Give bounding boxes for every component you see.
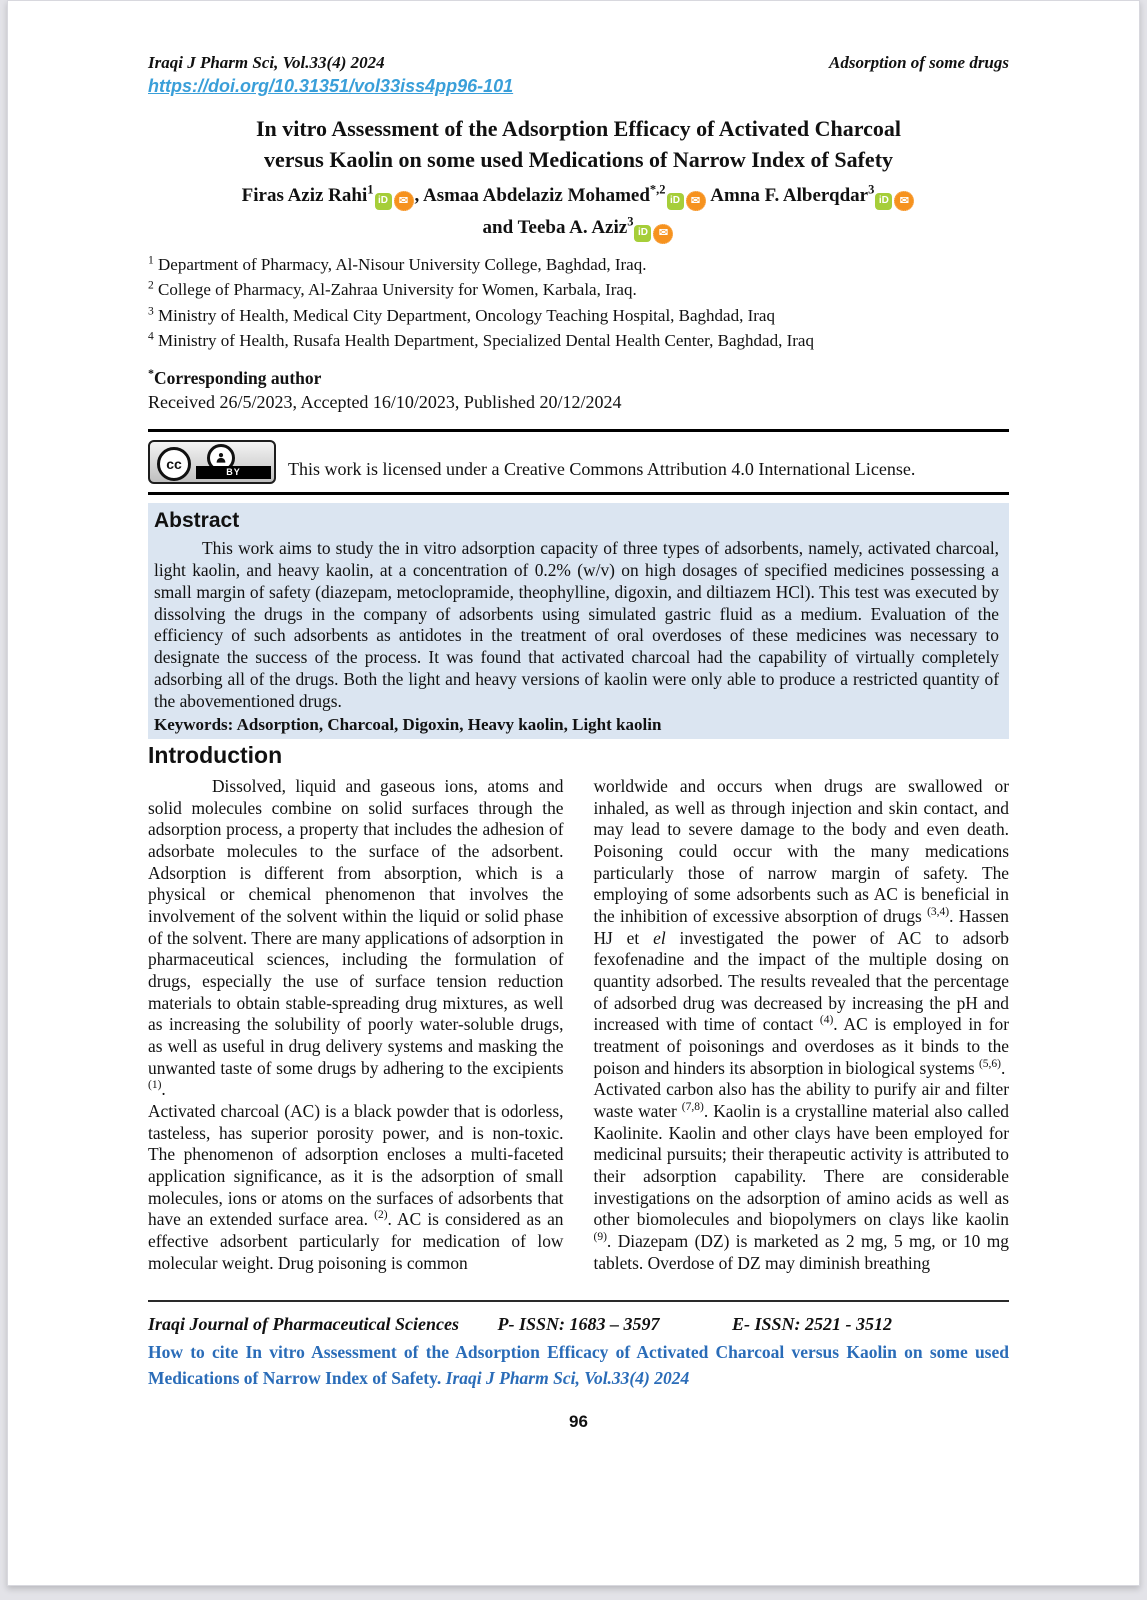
email-icon[interactable]: ✉ (394, 191, 414, 211)
author-line-1 (148, 179, 1009, 211)
article-title (148, 113, 1009, 175)
intro-paragraph: worldwide and occurs when drugs are swallowed or inhaled, as well as through injection and skin contact, and may lead to severe damage to the body and even death. Poisoning could occur with the many medications particularly those of narrow margin of safety. The employing of some adsorbents such as AC is beneficial in the inhibition of excessive absorption of drugs $^{(3,4)}$. Hassen HJ et el investigated the power of AC to adsorb fexofenadine and the impact of the multiple dosing on quantity adsorbed. The results revealed that the percentage of adsorbed drug was decreased by increasing the pH and increased with time of contact $^{(4)}$. AC is employed in for treatment of poisonings and overdoses as it binds to the poison and hinders its absorption in biological systems $^{(5,6)}$. (593, 776, 1010, 1078)
author (482, 214, 675, 240)
orcid-icon[interactable]: iD (667, 193, 684, 210)
email-icon[interactable]: ✉ (653, 224, 673, 244)
two-column-body (148, 776, 1009, 1274)
author-affiliation-sup: 3 (627, 214, 634, 229)
paper-page (7, 0, 1140, 1586)
cc-icon: cc (157, 447, 191, 481)
author-separator: , (414, 184, 423, 206)
license-row (148, 440, 1009, 484)
page-number: 96 (569, 1411, 588, 1431)
affiliation-item (148, 277, 1009, 303)
intro-paragraph: Activated charcoal (AC) is a black powder that is odorless, tasteless, has superior porosity power, and is non-toxic. The phenomenon of adsorption encloses a multi-faceted application significance, as it is the adsorption of small molecules, ions or atoms on the surfaces of adsorbents that have an extended surface area. $^{(2)}$. AC is considered as an effective adsorbent particularly for medication of low molecular weight. Drug poisoning is common (148, 1100, 564, 1273)
author (710, 182, 915, 207)
author-name: Amna F. Alberqdar (710, 184, 869, 206)
author-line-2 (148, 212, 1009, 244)
footer-p-issn: P- ISSN: 1683 – 3597 (497, 1314, 660, 1335)
affiliation-number: 1 (148, 254, 154, 267)
divider-below-license (148, 492, 1009, 495)
author-name: Firas Aziz Rahi (241, 184, 368, 206)
abstract-heading: Abstract (154, 508, 240, 532)
author-affiliation-sup: 1 (367, 182, 374, 197)
affiliation-list (148, 252, 1009, 354)
license-text: This work is licensed under a Creative Commons Attribution 4.0 International License. (288, 458, 916, 479)
footer-e-issn: E- ISSN: 2521 - 3512 (732, 1314, 893, 1335)
affiliation-number: 2 (148, 279, 154, 292)
affiliation-text: Department of Pharmacy, Al-Nisour University College, Baghdad, Iraq. (158, 254, 647, 274)
email-icon[interactable]: ✉ (894, 191, 914, 211)
abstract-text: This work aims to study the in vitro adsorption capacity of three types of adsorbents, namely, activated charcoal, light kaolin, and heavy kaolin, at a concentration of 0.2% (w/v) on high dosages of specified medicines possessing a small margin of safety (diazepam, metoclopramide, theophylline, digoxin, and diltiazem HCl). This test was executed by dissolving the drugs in the company of adsorbents using simulated gastric fluid as a medium. Evaluation of the efficiency of such adsorbents as antidotes in the treatment of oral overdoses of these medicines was necessary to designate the success of the process. It was found that activated charcoal had the capability of virtually completely adsorbing all of the drugs. Both the light and heavy versions of kaolin were only able to produce a restricted quantity of the abovementioned drugs. (154, 537, 999, 712)
affiliation-item (148, 303, 1009, 329)
affiliation-number: 3 (148, 305, 154, 318)
running-title: Adsorption of some drugs (829, 53, 1009, 72)
author-affiliation-sup: *,2 (649, 182, 666, 197)
affiliation-item (148, 252, 1009, 278)
affiliation-text: College of Pharmacy, Al-Zahraa University for Women, Karbala, Iraq. (158, 280, 637, 300)
cc-by-license-badge[interactable] (148, 440, 276, 484)
how-to-cite: How to cite In vitro Assessment of the Adsorption Efficacy of Activated Charcoal versus Kaolin on some used Medications of Narrow Index of Safety. Iraqi J Pharm Sci, Vol.33(4) 2024 (148, 1342, 1009, 1389)
footer-journal-name: Iraqi Journal of Pharmaceutical Sciences (148, 1314, 460, 1335)
abstract-section (148, 503, 1009, 739)
corresponding-label: Corresponding author (154, 367, 322, 388)
orcid-icon[interactable]: iD (375, 193, 392, 210)
affiliation-text: Ministry of Health, Medical City Department, Oncology Teaching Hospital, Baghdad, Iraq (158, 305, 775, 325)
affiliation-item (148, 328, 1009, 354)
intro-paragraph: Dissolved, liquid and gaseous ions, atoms and solid molecules combine on solid surfaces through the adsorption process, a property that includes the adhesion of adsorbate molecules to the surface of the adsorbent. Adsorption is different from absorption, which is a physical or chemical phenomenon that involves the involvement of the solvent within the liquid or solid phase of the solvent. There are many applications of adsorption in pharmaceutical sciences, including the formulation of drugs, especially the use of surface tension reduction materials to obtain stable-spreading drug mixtures, as well as increasing the solubility of poorly water-soluble drugs, as well as useful in drug delivery systems and masking the unwanted taste of some drugs by adhering to the excipients $^{(1)}$. (148, 776, 564, 1100)
article-dates: Received 26/5/2023, Accepted 16/10/2023, Published 20/12/2024 (148, 391, 622, 412)
doi-line (148, 76, 1009, 97)
orcid-icon[interactable]: iD (875, 193, 892, 210)
orcid-icon[interactable]: iD (634, 225, 651, 242)
author-name: Asmaa Abdelaziz Mohamed (422, 184, 650, 206)
author-list (148, 179, 1009, 243)
footer-journal-line (148, 1314, 1009, 1335)
left-column (148, 776, 564, 1274)
footer-divider (148, 1300, 1009, 1302)
introduction-heading: Introduction (148, 742, 283, 769)
cc-by-label: BY (196, 466, 271, 479)
email-icon[interactable]: ✉ (686, 191, 706, 211)
author-affiliation-sup: 3 (868, 182, 875, 197)
right-column (594, 776, 1010, 1274)
author-name: and Teeba A. Aziz (482, 217, 628, 239)
affiliation-number: 4 (148, 330, 154, 343)
divider-top (148, 429, 1009, 432)
keywords-line: Keywords: Adsorption, Charcoal, Digoxin, Heavy kaolin, Light kaolin (154, 715, 662, 735)
corresponding-author-note (148, 366, 1009, 389)
article-title-line1: In vitro Assessment of the Adsorption Efficacy of Activated Charcoal (255, 116, 902, 141)
article-title-line2: versus Kaolin on some used Medications of Narrow Index of Safety (263, 147, 894, 173)
journal-short-title: Iraqi J Pharm Sci, Vol.33(4) 2024 (148, 53, 385, 72)
intro-paragraph: Activated carbon also has the ability to purify air and filter waste water $^{(7,8)}$. Kaolin is a crystalline material also called Kaolinite. Kaolin and other clays have been employed for medicinal pursuits; their therapeutic activity is attributed to their adsorption capability. There are considerable investigations on the adsorption of amino acids as well as other biomolecules and biopolymers on clays like kaolin $^{(9)}$. Diazepam (DZ) is marketed as 2 mg, 5 mg, or 10 mg tablets. Overdose of DZ may diminish breathing (593, 1079, 1009, 1273)
author (241, 182, 423, 207)
affiliation-text: Ministry of Health, Rusafa Health Department, Specialized Dental Health Center, Baghdad, Iraq (158, 331, 814, 351)
doi-link[interactable]: https://doi.org/10.31351/vol33iss4pp96-101 (148, 76, 514, 96)
corresponding-asterisk: * (148, 365, 154, 380)
running-header (148, 53, 1009, 73)
author (422, 182, 710, 207)
